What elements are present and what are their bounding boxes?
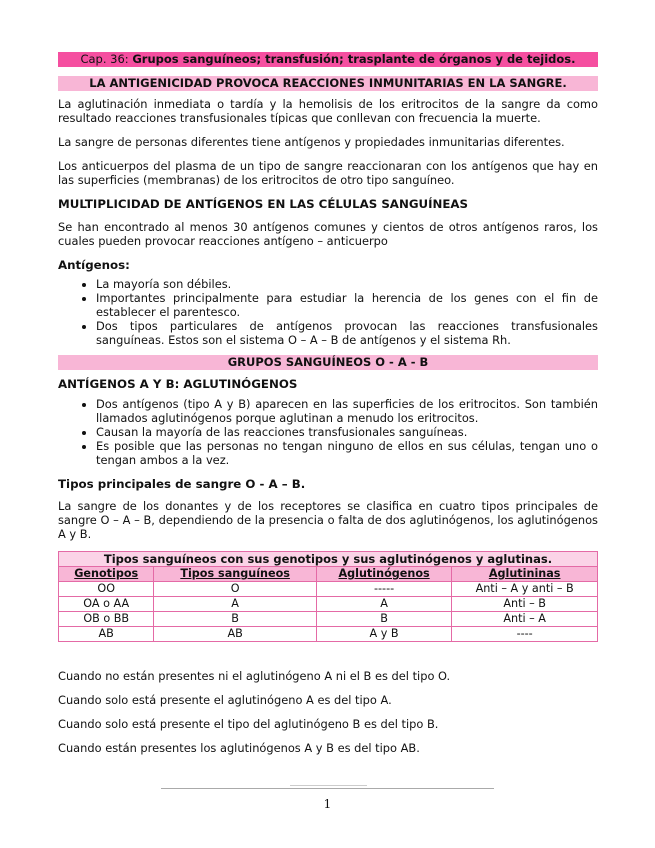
paragraph-antigenos-comunes: Se han encontrado al menos 30 antígenos comunes y cientos de otros antígenos raros, los cuales pueden provocar reacciones antígeno – anticuerpo [58, 220, 598, 248]
closing-line-b: Cuando solo está presente el tipo del aglutinógeno B es del tipo B. [58, 717, 439, 731]
heading-antigenos: Antígenos: [58, 258, 130, 272]
heading-tipos-principales: Tipos principales de sangre O - A – B. [58, 477, 306, 491]
table-cell: AB [59, 627, 154, 642]
table-cell: ---- [452, 627, 598, 642]
heading-antigenos-a-b: ANTÍGENOS A Y B: AGLUTINÓGENOS [58, 377, 298, 391]
table-cell: Anti – B [452, 597, 598, 612]
table-cell: OA o AA [59, 597, 154, 612]
list-item: • Importantes principalmente para estudiar la herencia de los genes con el fin de establecer el parentesco. [96, 291, 598, 319]
footer-divider [161, 788, 494, 789]
table-cell: Anti – A [452, 612, 598, 627]
table-header-aglutinogenos: Aglutinógenos [316, 567, 451, 582]
closing-line-a: Cuando solo está presente el aglutinógeno A es del tipo A. [58, 693, 392, 707]
list-item: • Dos antígenos (tipo A y B) aparecen en las superficies de los eritrocitos. Son también llamados aglutinógenos porque aglutinan a menudo los eritrocitos. [96, 397, 598, 425]
section-title-grupos: GRUPOS SANGUÍNEOS O - A - B [58, 355, 598, 370]
table-title: Tipos sanguíneos con sus genotipos y sus aglutinógenos y aglutinas. [59, 552, 598, 567]
chapter-prefix: Cap. 36: [80, 52, 133, 66]
table-header-genotipos: Genotipos [59, 567, 154, 582]
table-row [59, 582, 598, 597]
paragraph-clasificacion: La sangre de los donantes y de los receptores se clasifica en cuatro tipos principales de sangre O – A – B, dependiendo de la presencia o falta de dos aglutinógenos, los aglutinógenos A y B. [58, 499, 598, 541]
heading-multiplicidad: MULTIPLICIDAD DE ANTÍGENOS EN LAS CÉLULAS SANGUÍNEAS [58, 197, 469, 211]
list-item: • La mayoría son débiles. [96, 277, 598, 291]
table-cell: A y B [316, 627, 451, 642]
table-row [59, 612, 598, 627]
table-cell: O [154, 582, 316, 597]
closing-line-ab: Cuando están presentes los aglutinógenos A y B es del tipo AB. [58, 741, 420, 755]
table-cell: A [154, 597, 316, 612]
list-item: • Dos tipos particulares de antígenos provocan las reacciones transfusionales sanguíneas. Estos son el sistema O – A – B de antígenos y el sistema Rh. [96, 319, 598, 347]
paragraph-personas: La sangre de personas diferentes tiene antígenos y propiedades inmunitarias diferentes. [58, 135, 565, 149]
table-cell: AB [154, 627, 316, 642]
table-cell: OO [59, 582, 154, 597]
footer-divider-short [290, 785, 367, 786]
table-cell: ----- [316, 582, 451, 597]
closing-line-o: Cuando no están presentes ni el aglutinógeno A ni el B es del tipo O. [58, 669, 451, 683]
aglutinogenos-list [58, 397, 598, 467]
document-page [58, 52, 598, 755]
table-cell: B [316, 612, 451, 627]
blood-types-table [58, 551, 598, 642]
list-item: • Es posible que las personas no tengan ninguno de ellos en sus células, tengan uno o tengan ambos a la vez. [96, 439, 598, 467]
chapter-header [58, 52, 598, 67]
chapter-title: Grupos sanguíneos; transfusión; trasplante de órganos y de tejidos. [132, 52, 576, 66]
section-title-antigenicidad: LA ANTIGENICIDAD PROVOCA REACCIONES INMUNITARIAS EN LA SANGRE. [58, 76, 598, 91]
paragraph-anticuerpos: Los anticuerpos del plasma de un tipo de sangre reaccionaran con los antígenos que hay en las superficies (membranas) de los eritrocitos de otro tipo sanguíneo. [58, 159, 598, 187]
antigenos-list [58, 277, 598, 347]
table-cell: Anti – A y anti – B [452, 582, 598, 597]
table-header-aglutininas: Aglutininas [452, 567, 598, 582]
table-row [59, 597, 598, 612]
table-cell: B [154, 612, 316, 627]
list-item: • Causan la mayoría de las reacciones transfusionales sanguíneas. [96, 425, 598, 439]
table-header-tipos: Tipos sanguíneos [154, 567, 316, 582]
table-cell: OB o BB [59, 612, 154, 627]
table-row [59, 627, 598, 642]
page-number: 1 [323, 797, 332, 811]
paragraph-aglutinacion: La aglutinación inmediata o tardía y la hemolisis de los eritrocitos de la sangre da como resultado reacciones transfusionales típicas que conllevan con frecuencia la muerte. [58, 97, 598, 125]
table-cell: A [316, 597, 451, 612]
